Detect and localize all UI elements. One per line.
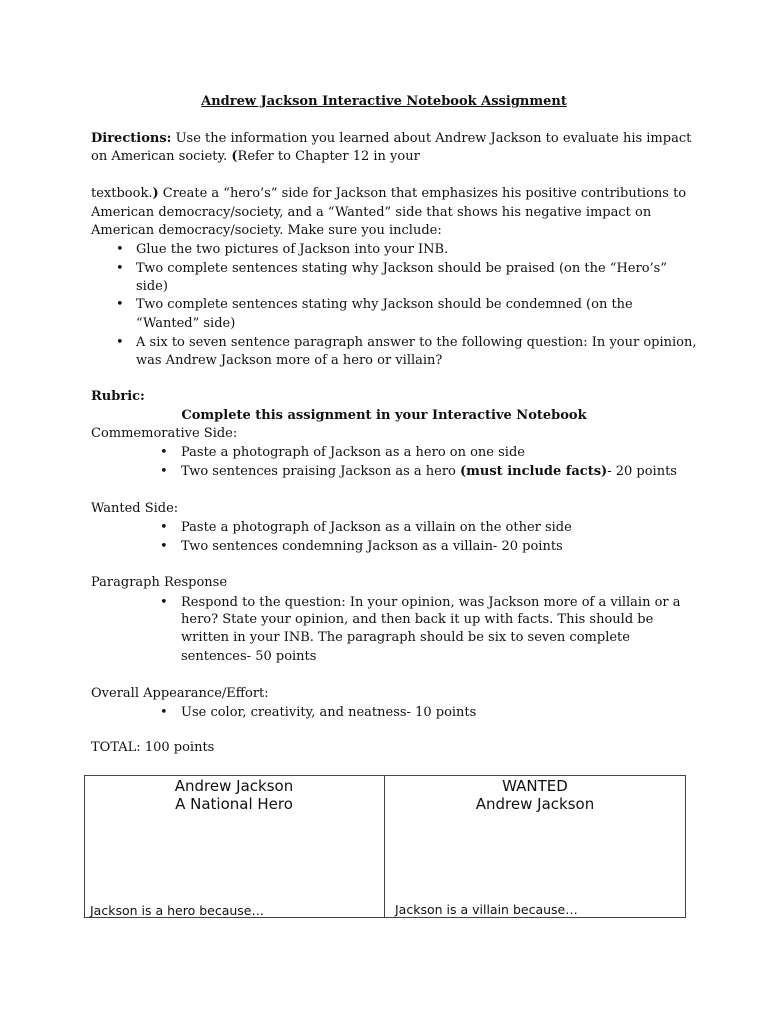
list-item: Two sentences condemning Jackson as a villain- 20 points: [181, 539, 563, 554]
wanted-heading: Wanted Side:: [91, 501, 179, 516]
list-item: Paste a photograph of Jackson as a villain on the other side: [181, 520, 572, 535]
paragraph-heading: Paragraph Response: [91, 575, 228, 590]
list-item: Use color, creativity, and neatness- 10 points: [181, 705, 477, 720]
hero-cell-prompt: Jackson is a hero because…: [90, 903, 264, 918]
wanted-cell-prompt: Jackson is a villain because…: [395, 902, 578, 917]
bullet-glyph: •: [116, 242, 124, 257]
wanted-cell-subtitle: Andrew Jackson: [475, 795, 595, 813]
list-item: Glue the two pictures of Jackson into your INB.: [136, 242, 449, 257]
rubric-label: Rubric:: [91, 389, 145, 404]
list-item-continued: sentences- 50 points: [181, 649, 317, 664]
directions-line-2: on American society. (Refer to Chapter 12 in your: [91, 149, 420, 164]
list-item-continued: “Wanted” side): [136, 316, 236, 331]
directions-line-3: textbook.) Create a “hero’s” side for Jackson that emphasizes his positive contributions to: [91, 186, 687, 201]
bullet-glyph: •: [116, 335, 124, 350]
directions-line-1: Directions: Use the information you learned about Andrew Jackson to evaluate his impact: [91, 131, 692, 146]
commemorative-heading: Commemorative Side:: [91, 426, 238, 441]
hero-cell-title: Andrew Jackson: [174, 777, 294, 795]
directions-line-4: American democracy/society, and a “Wanted” side that shows his negative impact on: [91, 205, 652, 220]
directions-label: Directions:: [91, 131, 172, 146]
page-title: Andrew Jackson Interactive Notebook Assignment: [201, 94, 567, 109]
hero-cell-subtitle: A National Hero: [175, 795, 293, 813]
list-item: Two sentences praising Jackson as a hero (must include facts)- 20 points: [181, 464, 677, 479]
bullet-glyph: •: [116, 297, 124, 312]
list-item-continued: side): [136, 279, 168, 294]
rubric-subtitle: Complete this assignment in your Interactive Notebook: [181, 408, 587, 423]
list-item-continued: was Andrew Jackson more of a hero or villain?: [136, 353, 443, 368]
bullet-glyph: •: [160, 705, 168, 720]
list-item-continued: written in your INB. The paragraph should be six to seven complete: [181, 630, 630, 645]
appearance-heading: Overall Appearance/Effort:: [91, 686, 269, 701]
list-item-continued: hero? State your opinion, and then back it up with facts. This should be: [181, 612, 654, 627]
list-item: Paste a photograph of Jackson as a hero on one side: [181, 445, 525, 460]
list-item: Two complete sentences stating why Jackson should be praised (on the “Hero’s”: [136, 261, 667, 276]
bullet-glyph: •: [160, 539, 168, 554]
bullet-glyph: •: [160, 464, 168, 479]
wanted-cell-title: WANTED: [502, 777, 568, 795]
bullet-glyph: •: [160, 520, 168, 535]
bullet-glyph: •: [160, 445, 168, 460]
total-points: TOTAL: 100 points: [91, 740, 215, 755]
bullet-glyph: •: [116, 261, 124, 276]
list-item: Respond to the question: In your opinion, was Jackson more of a villain or a: [181, 595, 681, 610]
list-item: Two complete sentences stating why Jackson should be condemned (on the: [136, 297, 633, 312]
bullet-glyph: •: [160, 595, 168, 610]
list-item: A six to seven sentence paragraph answer to the following question: In your opinion,: [136, 335, 697, 350]
directions-line-5: American democracy/society. Make sure you include:: [91, 223, 442, 238]
